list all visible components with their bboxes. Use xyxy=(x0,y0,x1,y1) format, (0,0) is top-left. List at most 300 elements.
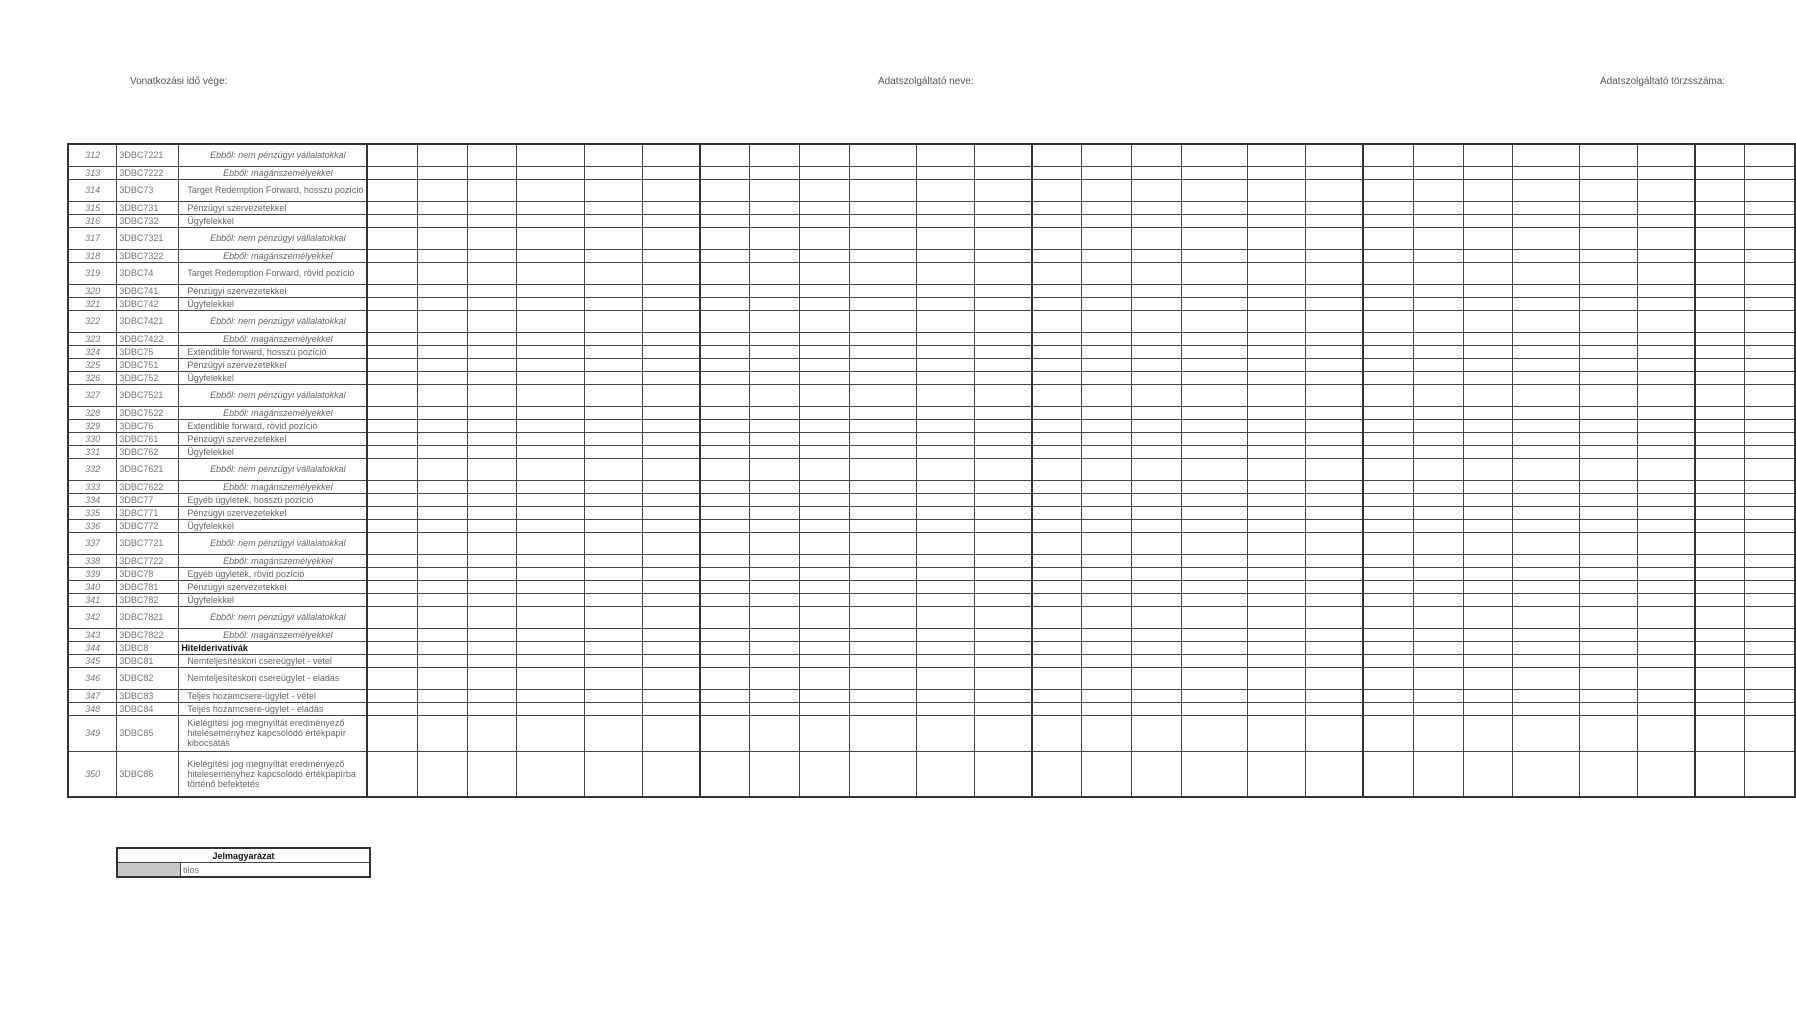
data-cell[interactable] xyxy=(1082,628,1132,641)
data-cell[interactable] xyxy=(974,667,1032,689)
data-cell[interactable] xyxy=(1413,519,1463,532)
data-cell[interactable] xyxy=(750,179,800,201)
data-cell[interactable] xyxy=(467,532,517,554)
data-cell[interactable] xyxy=(1248,606,1306,628)
data-cell[interactable] xyxy=(1463,384,1513,406)
data-cell[interactable] xyxy=(700,641,750,654)
data-cell[interactable] xyxy=(1181,297,1248,310)
data-cell[interactable] xyxy=(1745,179,1795,201)
data-cell[interactable] xyxy=(1463,702,1513,715)
data-cell[interactable] xyxy=(417,667,467,689)
data-cell[interactable] xyxy=(1363,641,1413,654)
data-cell[interactable] xyxy=(1413,310,1463,332)
data-cell[interactable] xyxy=(367,506,417,519)
data-cell[interactable] xyxy=(1513,458,1580,480)
data-cell[interactable] xyxy=(1463,166,1513,179)
data-cell[interactable] xyxy=(1248,358,1306,371)
data-cell[interactable] xyxy=(642,419,700,432)
data-cell[interactable] xyxy=(467,458,517,480)
data-cell[interactable] xyxy=(642,593,700,606)
data-cell[interactable] xyxy=(1181,580,1248,593)
data-cell[interactable] xyxy=(850,371,917,384)
data-cell[interactable] xyxy=(517,667,585,689)
data-cell[interactable] xyxy=(1363,445,1413,458)
data-cell[interactable] xyxy=(800,702,850,715)
data-cell[interactable] xyxy=(367,262,417,284)
data-cell[interactable] xyxy=(1248,506,1306,519)
data-cell[interactable] xyxy=(1695,519,1745,532)
data-cell[interactable] xyxy=(1131,641,1181,654)
data-cell[interactable] xyxy=(467,432,517,445)
data-cell[interactable] xyxy=(1513,519,1580,532)
data-cell[interactable] xyxy=(1745,519,1795,532)
data-cell[interactable] xyxy=(1637,458,1695,480)
data-cell[interactable] xyxy=(1181,458,1248,480)
data-cell[interactable] xyxy=(1181,284,1248,297)
data-cell[interactable] xyxy=(1463,214,1513,227)
data-cell[interactable] xyxy=(1363,419,1413,432)
data-cell[interactable] xyxy=(467,249,517,262)
data-cell[interactable] xyxy=(974,493,1032,506)
data-cell[interactable] xyxy=(916,506,974,519)
data-cell[interactable] xyxy=(750,419,800,432)
data-cell[interactable] xyxy=(1637,297,1695,310)
data-cell[interactable] xyxy=(467,554,517,567)
data-cell[interactable] xyxy=(1513,506,1580,519)
data-cell[interactable] xyxy=(1413,406,1463,419)
data-cell[interactable] xyxy=(517,432,585,445)
data-cell[interactable] xyxy=(1580,506,1638,519)
data-cell[interactable] xyxy=(700,297,750,310)
data-cell[interactable] xyxy=(1580,519,1638,532)
data-cell[interactable] xyxy=(1637,689,1695,702)
data-cell[interactable] xyxy=(1580,371,1638,384)
data-cell[interactable] xyxy=(1248,641,1306,654)
data-cell[interactable] xyxy=(1745,641,1795,654)
data-cell[interactable] xyxy=(1413,214,1463,227)
data-cell[interactable] xyxy=(1745,506,1795,519)
data-cell[interactable] xyxy=(700,567,750,580)
data-cell[interactable] xyxy=(916,384,974,406)
data-cell[interactable] xyxy=(850,654,917,667)
data-cell[interactable] xyxy=(1413,445,1463,458)
data-cell[interactable] xyxy=(1745,297,1795,310)
data-cell[interactable] xyxy=(417,580,467,593)
data-cell[interactable] xyxy=(1082,715,1132,751)
data-cell[interactable] xyxy=(1695,606,1745,628)
data-cell[interactable] xyxy=(1637,667,1695,689)
data-cell[interactable] xyxy=(517,227,585,249)
data-cell[interactable] xyxy=(467,144,517,166)
data-cell[interactable] xyxy=(417,567,467,580)
data-cell[interactable] xyxy=(750,214,800,227)
data-cell[interactable] xyxy=(1131,284,1181,297)
data-cell[interactable] xyxy=(1363,689,1413,702)
data-cell[interactable] xyxy=(974,480,1032,493)
data-cell[interactable] xyxy=(916,493,974,506)
data-cell[interactable] xyxy=(750,519,800,532)
data-cell[interactable] xyxy=(850,554,917,567)
data-cell[interactable] xyxy=(1082,249,1132,262)
data-cell[interactable] xyxy=(1306,284,1364,297)
data-cell[interactable] xyxy=(585,532,643,554)
data-cell[interactable] xyxy=(585,580,643,593)
data-cell[interactable] xyxy=(585,249,643,262)
data-cell[interactable] xyxy=(642,384,700,406)
data-cell[interactable] xyxy=(1695,532,1745,554)
data-cell[interactable] xyxy=(1637,358,1695,371)
data-cell[interactable] xyxy=(367,332,417,345)
data-cell[interactable] xyxy=(1637,144,1695,166)
data-cell[interactable] xyxy=(800,445,850,458)
data-cell[interactable] xyxy=(916,751,974,797)
data-cell[interactable] xyxy=(974,702,1032,715)
data-cell[interactable] xyxy=(1695,506,1745,519)
data-cell[interactable] xyxy=(750,593,800,606)
data-cell[interactable] xyxy=(1637,227,1695,249)
data-cell[interactable] xyxy=(1082,480,1132,493)
data-cell[interactable] xyxy=(750,667,800,689)
data-cell[interactable] xyxy=(642,179,700,201)
data-cell[interactable] xyxy=(1513,262,1580,284)
data-cell[interactable] xyxy=(1306,345,1364,358)
data-cell[interactable] xyxy=(1637,406,1695,419)
data-cell[interactable] xyxy=(1463,458,1513,480)
data-cell[interactable] xyxy=(1032,284,1082,297)
data-cell[interactable] xyxy=(1248,480,1306,493)
data-cell[interactable] xyxy=(1181,214,1248,227)
data-cell[interactable] xyxy=(1131,519,1181,532)
data-cell[interactable] xyxy=(1580,201,1638,214)
data-cell[interactable] xyxy=(1695,384,1745,406)
data-cell[interactable] xyxy=(1637,310,1695,332)
data-cell[interactable] xyxy=(1580,580,1638,593)
data-cell[interactable] xyxy=(916,689,974,702)
data-cell[interactable] xyxy=(467,689,517,702)
data-cell[interactable] xyxy=(1032,227,1082,249)
data-cell[interactable] xyxy=(1695,751,1745,797)
data-cell[interactable] xyxy=(1637,345,1695,358)
data-cell[interactable] xyxy=(367,227,417,249)
data-cell[interactable] xyxy=(1181,532,1248,554)
data-cell[interactable] xyxy=(750,166,800,179)
data-cell[interactable] xyxy=(974,445,1032,458)
data-cell[interactable] xyxy=(1306,371,1364,384)
data-cell[interactable] xyxy=(974,628,1032,641)
data-cell[interactable] xyxy=(1695,715,1745,751)
data-cell[interactable] xyxy=(800,654,850,667)
data-cell[interactable] xyxy=(1248,284,1306,297)
data-cell[interactable] xyxy=(850,493,917,506)
data-cell[interactable] xyxy=(467,654,517,667)
data-cell[interactable] xyxy=(1463,284,1513,297)
data-cell[interactable] xyxy=(750,654,800,667)
data-cell[interactable] xyxy=(1032,458,1082,480)
data-cell[interactable] xyxy=(1032,345,1082,358)
data-cell[interactable] xyxy=(1181,654,1248,667)
data-cell[interactable] xyxy=(750,445,800,458)
data-cell[interactable] xyxy=(1463,144,1513,166)
data-cell[interactable] xyxy=(1131,667,1181,689)
data-cell[interactable] xyxy=(1363,262,1413,284)
data-cell[interactable] xyxy=(585,166,643,179)
data-cell[interactable] xyxy=(1695,445,1745,458)
data-cell[interactable] xyxy=(642,458,700,480)
data-cell[interactable] xyxy=(1637,214,1695,227)
data-cell[interactable] xyxy=(916,179,974,201)
data-cell[interactable] xyxy=(1082,227,1132,249)
data-cell[interactable] xyxy=(1363,506,1413,519)
data-cell[interactable] xyxy=(642,201,700,214)
data-cell[interactable] xyxy=(1306,419,1364,432)
data-cell[interactable] xyxy=(1248,262,1306,284)
data-cell[interactable] xyxy=(1637,179,1695,201)
data-cell[interactable] xyxy=(1082,432,1132,445)
data-cell[interactable] xyxy=(1637,715,1695,751)
data-cell[interactable] xyxy=(517,262,585,284)
data-cell[interactable] xyxy=(1695,358,1745,371)
data-cell[interactable] xyxy=(417,628,467,641)
data-cell[interactable] xyxy=(417,262,467,284)
data-cell[interactable] xyxy=(417,201,467,214)
data-cell[interactable] xyxy=(1463,358,1513,371)
data-cell[interactable] xyxy=(1580,606,1638,628)
data-cell[interactable] xyxy=(1513,332,1580,345)
data-cell[interactable] xyxy=(1248,419,1306,432)
data-cell[interactable] xyxy=(367,628,417,641)
data-cell[interactable] xyxy=(517,458,585,480)
data-cell[interactable] xyxy=(1413,358,1463,371)
data-cell[interactable] xyxy=(642,641,700,654)
data-cell[interactable] xyxy=(1181,628,1248,641)
data-cell[interactable] xyxy=(585,606,643,628)
data-cell[interactable] xyxy=(467,506,517,519)
data-cell[interactable] xyxy=(850,751,917,797)
data-cell[interactable] xyxy=(1413,506,1463,519)
data-cell[interactable] xyxy=(467,593,517,606)
data-cell[interactable] xyxy=(750,554,800,567)
data-cell[interactable] xyxy=(1181,227,1248,249)
data-cell[interactable] xyxy=(1637,480,1695,493)
data-cell[interactable] xyxy=(1513,201,1580,214)
data-cell[interactable] xyxy=(417,284,467,297)
data-cell[interactable] xyxy=(1131,179,1181,201)
data-cell[interactable] xyxy=(467,667,517,689)
data-cell[interactable] xyxy=(1131,249,1181,262)
data-cell[interactable] xyxy=(1745,262,1795,284)
data-cell[interactable] xyxy=(642,689,700,702)
data-cell[interactable] xyxy=(750,702,800,715)
data-cell[interactable] xyxy=(1745,628,1795,641)
data-cell[interactable] xyxy=(800,506,850,519)
data-cell[interactable] xyxy=(1695,567,1745,580)
data-cell[interactable] xyxy=(916,667,974,689)
data-cell[interactable] xyxy=(1248,493,1306,506)
data-cell[interactable] xyxy=(1580,384,1638,406)
data-cell[interactable] xyxy=(1580,480,1638,493)
data-cell[interactable] xyxy=(1580,214,1638,227)
data-cell[interactable] xyxy=(642,667,700,689)
data-cell[interactable] xyxy=(1413,249,1463,262)
data-cell[interactable] xyxy=(517,284,585,297)
data-cell[interactable] xyxy=(1463,519,1513,532)
data-cell[interactable] xyxy=(585,593,643,606)
data-cell[interactable] xyxy=(1513,702,1580,715)
data-cell[interactable] xyxy=(1695,227,1745,249)
data-cell[interactable] xyxy=(800,406,850,419)
data-cell[interactable] xyxy=(1032,432,1082,445)
data-cell[interactable] xyxy=(1745,567,1795,580)
data-cell[interactable] xyxy=(700,262,750,284)
data-cell[interactable] xyxy=(517,480,585,493)
data-cell[interactable] xyxy=(1695,345,1745,358)
data-cell[interactable] xyxy=(700,445,750,458)
data-cell[interactable] xyxy=(1032,480,1082,493)
data-cell[interactable] xyxy=(916,519,974,532)
data-cell[interactable] xyxy=(1082,345,1132,358)
data-cell[interactable] xyxy=(1745,406,1795,419)
data-cell[interactable] xyxy=(417,310,467,332)
data-cell[interactable] xyxy=(1181,262,1248,284)
data-cell[interactable] xyxy=(800,493,850,506)
data-cell[interactable] xyxy=(517,702,585,715)
data-cell[interactable] xyxy=(517,751,585,797)
data-cell[interactable] xyxy=(417,506,467,519)
data-cell[interactable] xyxy=(800,641,850,654)
data-cell[interactable] xyxy=(700,432,750,445)
data-cell[interactable] xyxy=(1745,332,1795,345)
data-cell[interactable] xyxy=(1131,214,1181,227)
data-cell[interactable] xyxy=(1248,445,1306,458)
data-cell[interactable] xyxy=(1513,554,1580,567)
data-cell[interactable] xyxy=(1306,358,1364,371)
data-cell[interactable] xyxy=(1306,432,1364,445)
data-cell[interactable] xyxy=(800,689,850,702)
data-cell[interactable] xyxy=(1306,554,1364,567)
data-cell[interactable] xyxy=(1131,384,1181,406)
data-cell[interactable] xyxy=(1463,262,1513,284)
data-cell[interactable] xyxy=(1463,406,1513,419)
data-cell[interactable] xyxy=(1745,532,1795,554)
data-cell[interactable] xyxy=(642,554,700,567)
data-cell[interactable] xyxy=(1463,689,1513,702)
data-cell[interactable] xyxy=(1580,332,1638,345)
data-cell[interactable] xyxy=(585,641,643,654)
data-cell[interactable] xyxy=(916,628,974,641)
data-cell[interactable] xyxy=(1131,445,1181,458)
data-cell[interactable] xyxy=(642,262,700,284)
data-cell[interactable] xyxy=(1413,715,1463,751)
data-cell[interactable] xyxy=(800,144,850,166)
data-cell[interactable] xyxy=(1306,667,1364,689)
data-cell[interactable] xyxy=(1463,179,1513,201)
data-cell[interactable] xyxy=(517,384,585,406)
data-cell[interactable] xyxy=(916,593,974,606)
data-cell[interactable] xyxy=(1745,554,1795,567)
data-cell[interactable] xyxy=(585,297,643,310)
data-cell[interactable] xyxy=(1032,506,1082,519)
data-cell[interactable] xyxy=(1131,654,1181,667)
data-cell[interactable] xyxy=(1463,751,1513,797)
data-cell[interactable] xyxy=(916,654,974,667)
data-cell[interactable] xyxy=(585,358,643,371)
data-cell[interactable] xyxy=(1637,166,1695,179)
data-cell[interactable] xyxy=(1032,654,1082,667)
data-cell[interactable] xyxy=(1306,310,1364,332)
data-cell[interactable] xyxy=(974,641,1032,654)
data-cell[interactable] xyxy=(517,419,585,432)
data-cell[interactable] xyxy=(585,506,643,519)
data-cell[interactable] xyxy=(1513,310,1580,332)
data-cell[interactable] xyxy=(585,227,643,249)
data-cell[interactable] xyxy=(1306,641,1364,654)
data-cell[interactable] xyxy=(1745,345,1795,358)
data-cell[interactable] xyxy=(467,519,517,532)
data-cell[interactable] xyxy=(585,432,643,445)
data-cell[interactable] xyxy=(850,519,917,532)
data-cell[interactable] xyxy=(974,166,1032,179)
data-cell[interactable] xyxy=(1745,580,1795,593)
data-cell[interactable] xyxy=(700,345,750,358)
data-cell[interactable] xyxy=(1745,458,1795,480)
data-cell[interactable] xyxy=(1248,702,1306,715)
data-cell[interactable] xyxy=(1363,310,1413,332)
data-cell[interactable] xyxy=(417,519,467,532)
data-cell[interactable] xyxy=(1306,458,1364,480)
data-cell[interactable] xyxy=(517,641,585,654)
data-cell[interactable] xyxy=(1248,179,1306,201)
data-cell[interactable] xyxy=(585,445,643,458)
data-cell[interactable] xyxy=(850,667,917,689)
data-cell[interactable] xyxy=(1082,506,1132,519)
data-cell[interactable] xyxy=(642,506,700,519)
data-cell[interactable] xyxy=(1695,262,1745,284)
data-cell[interactable] xyxy=(417,689,467,702)
data-cell[interactable] xyxy=(750,567,800,580)
data-cell[interactable] xyxy=(1181,201,1248,214)
data-cell[interactable] xyxy=(800,458,850,480)
data-cell[interactable] xyxy=(1580,249,1638,262)
data-cell[interactable] xyxy=(417,493,467,506)
data-cell[interactable] xyxy=(417,715,467,751)
data-cell[interactable] xyxy=(1181,406,1248,419)
data-cell[interactable] xyxy=(467,284,517,297)
data-cell[interactable] xyxy=(1695,689,1745,702)
data-cell[interactable] xyxy=(800,567,850,580)
data-cell[interactable] xyxy=(1580,689,1638,702)
data-cell[interactable] xyxy=(850,406,917,419)
data-cell[interactable] xyxy=(700,751,750,797)
data-cell[interactable] xyxy=(1306,201,1364,214)
data-cell[interactable] xyxy=(800,249,850,262)
data-cell[interactable] xyxy=(1306,702,1364,715)
data-cell[interactable] xyxy=(1032,641,1082,654)
data-cell[interactable] xyxy=(367,214,417,227)
data-cell[interactable] xyxy=(750,249,800,262)
data-cell[interactable] xyxy=(585,345,643,358)
data-cell[interactable] xyxy=(850,214,917,227)
data-cell[interactable] xyxy=(974,751,1032,797)
data-cell[interactable] xyxy=(367,641,417,654)
data-cell[interactable] xyxy=(974,358,1032,371)
data-cell[interactable] xyxy=(1032,262,1082,284)
data-cell[interactable] xyxy=(1695,593,1745,606)
data-cell[interactable] xyxy=(800,751,850,797)
data-cell[interactable] xyxy=(916,284,974,297)
data-cell[interactable] xyxy=(1637,702,1695,715)
data-cell[interactable] xyxy=(517,689,585,702)
data-cell[interactable] xyxy=(1181,506,1248,519)
